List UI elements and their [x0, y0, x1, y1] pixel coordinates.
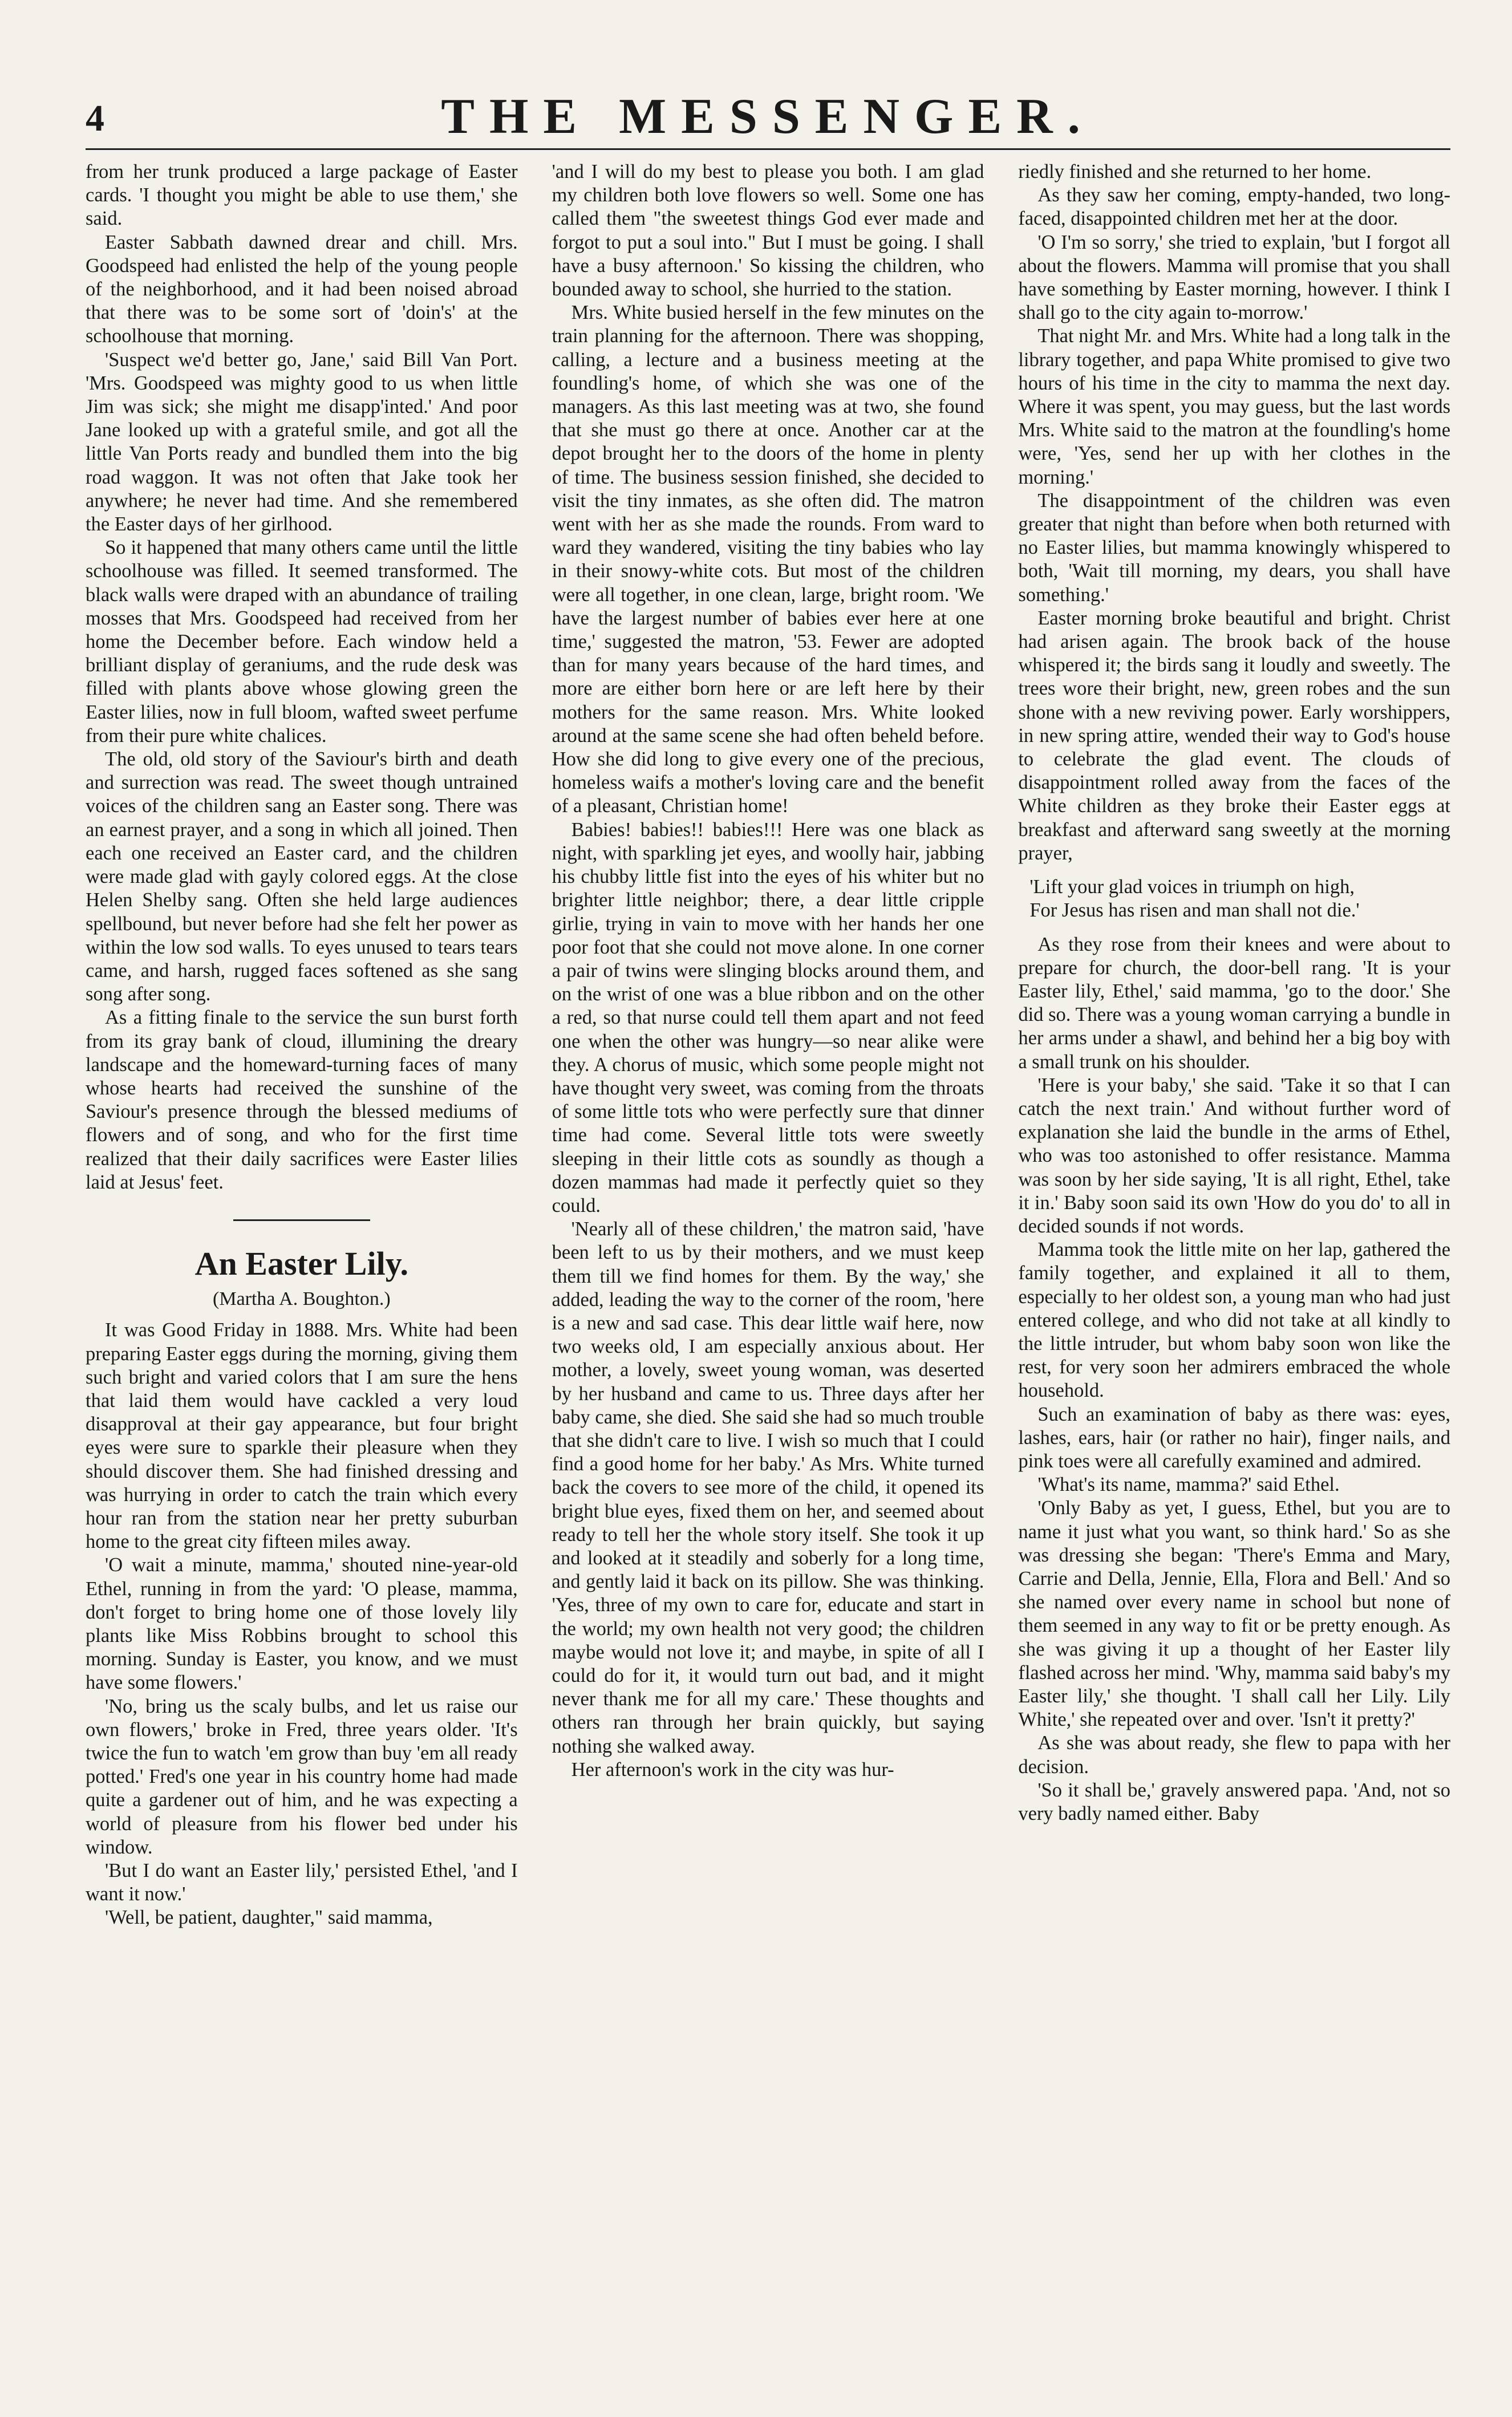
newspaper-title: THE MESSENGER. [441, 89, 1095, 144]
paragraph: 'Suspect we'd better go, Jane,' said Bill Van Port. 'Mrs. Goodspeed was mighty good to us when little Jim was sick; she might me disapp'inted.' And poor Jane looked up with a grateful smile, and got all the little Van Ports ready and bundled them into the big road waggon. It was not often that Jake took her anywhere; he never had time. And she remembered the Easter days of her girlhood. [86, 348, 518, 536]
paragraph: Mamma took the little mite on her lap, gathered the family together, and explained it all to them, especially to her oldest son, a young man who had just entered college, and who did not take at all kindly to the little intruder, but whom baby soon won like the rest, for very soon her admirers embraced the whole household. [1018, 1239, 1451, 1402]
paragraph: The old, old story of the Saviour's birth and death and surrection was read. The sweet though untrained voices of the children sang an Easter song. There was an earnest prayer, and a song in which all joined. Then each one received an Easter card, and the children were made glad with gayly colored eggs. At the close Helen Shelby sang. Often she held large audiences spellbound, but never before had she felt her power as within the low sod walls. To eyes unused to tears tears came, and harsh, rugged faces softened as she sang song after song. [86, 748, 518, 1005]
paragraph: 'O wait a minute, mamma,' shouted nine-year-old Ethel, running in from the yard: 'O please, mamma, don't forget to bring home one of those lovely lily plants like Miss Robbins brought to school this morning. Sunday is Easter, you know, and we must have some flowers.' [86, 1554, 518, 1694]
paragraph: 'So it shall be,' gravely answered papa. 'And, not so very badly named either. Baby [1018, 1779, 1451, 1825]
section-divider [86, 1207, 518, 1230]
paragraph: Mrs. White busied herself in the few minutes on the train planning for the afternoon. There was shopping, calling, a lecture and a business meeting at the foundling's home, of which she was one of the managers. As this last meeting was at two, she found that she must go there at once. Another car at the depot brought her to the doors of the home in plenty of time. The business session finished, she decided to visit the tiny inmates, as she often did. The matron went with her as she made the rounds. From ward to ward they wandered, visiting the tiny babies who lay in their snowy-white cots. But most of the children were all together, in one clean, large, bright room. 'We have the largest number of babies ever here at one time,' suggested the matron, '53. Fewer are adopted than for many years because of the hard times, and more are either born here or are left here by their mothers for the same reason. Mrs. White looked around at the same scene she had often beheld before. How she did long to give every one of the precious, homeless waifs a mother's loving care and the benefit of a pleasant, Christian home! [552, 302, 984, 817]
paragraph: It was Good Friday in 1888. Mrs. White had been preparing Easter eggs during the morning, giving them such bright and varied colors that I am sure the hens that laid them would have cackled a very loud disapproval at their gay appearance, but four bright eyes were sure to sparkle their pleasure when they should discover them. She had finished dressing and was hurrying in order to catch the train which every hour ran from the station near her pretty suburban home to the great city fifteen miles away. [86, 1319, 518, 1553]
paragraph: 'But I do want an Easter lily,' persisted Ethel, 'and I want it now.' [86, 1860, 518, 1905]
verse-line: For Jesus has risen and man shall not die.' [1029, 899, 1360, 922]
paragraph: As they saw her coming, empty-handed, two long-faced, disappointed children met her at the door. [1018, 184, 1451, 230]
paragraph: 'Here is your baby,' she said. 'Take it so that I can catch the next train.' And without further word of explanation she laid the bundle in the arms of Ethel, who was too astonished to offer resistance. Mamma was soon by her side saying, 'It is all right, Ethel, take it in.' Baby soon said its own 'How do you do' to all in decided sounds if not words. [1018, 1074, 1451, 1237]
masthead [86, 86, 1450, 150]
paragraph: from her trunk produced a large package of Easter cards. 'I thought you might be able to use them,' she said. [86, 161, 518, 230]
hymn-verse [1018, 875, 1450, 922]
paragraph: 'Nearly all of these children,' the matron said, 'have been left to us by their mothers, and we must keep them till we find homes for them. By the way,' she added, leading the way to the corner of the room, 'here is a new and sad case. This dear little waif here, now two weeks old, I am especially anxious about. Her mother, a lovely, sweet young woman, was deserted by her husband and came to us. Three days after her baby came, she died. She said she had so much trouble that she didn't care to live. I wish so much that I could find a good home for her baby.' As Mrs. White turned back the covers to see more of the child, it opened its bright blue eyes, fixed them on her, and seemed about ready to tell her the whole story itself. She took it up and looked at it steadily and soberly for a long time, and gently laid it back on its pillow. She was thinking. 'Yes, three of my own to care for, educate and start in the world; my own health not very good; the children maybe would not love it; and maybe, in spite of all I could do for it, it would turn out bad, and it might never thank me for all my care.' These thoughts and others ran through her brain quickly, but saying nothing she walked away. [552, 1218, 984, 1757]
paragraph: As a fitting finale to the service the sun burst forth from its gray bank of cloud, illumining the dreary landscape and the homeward-turning faces of many whose hearts had received the sunshine of the Saviour's presence through the blessed mediums of flowers and of song, and who for the first time realized that their daily sacrifices were Easter lilies laid at Jesus' feet. [86, 1007, 518, 1193]
column-2 [552, 160, 984, 2350]
paragraph: 'and I will do my best to please you both. I am glad my children both love flowers so well. Some one has called them "the sweetest things God ever made and forgot to put a soul into." But I must be going. I shall have a busy afternoon.' So kissing the children, who bounded away to school, she hurried to the station. [552, 161, 984, 301]
paragraph: Easter Sabbath dawned drear and chill. Mrs. Goodspeed had enlisted the help of the young people of the neighborhood, and it had been noised abroad that there was to be some sort of 'doin's' at the schoolhouse that morning. [86, 231, 518, 347]
paragraph: riedly finished and she returned to her home. [1018, 161, 1372, 183]
column-3 [1018, 160, 1450, 2350]
paragraph: Such an examination of baby as there was: eyes, lashes, ears, hair (or rather no hair), finger nails, and pink toes were all carefully examined and admired. [1018, 1403, 1451, 1472]
paragraph: 'What's its name, mamma?' said Ethel. [1037, 1474, 1340, 1496]
paragraph: Babies! babies!! babies!!! Here was one black as night, with sparkling jet eyes, and woolly hair, jabbing his chubby little fist into the eyes of his whiter but no brighter little neighbor; there, a dear little cripple girlie, trying in vain to move with her hands her one poor foot that she could not move alone. In one corner a pair of twins were slinging blocks around them, and on the wrist of one was a blue ribbon and on the other a red, so that nurse could tell them apart and not feed one when the other was hungry—so near alike were they. A chorus of music, which some people might not have thought very sweet, was coming from the throats of some little tots who were perfectly sure that dinner time had come. Several little tots were sweetly sleeping in their little cots as soundly as though a dozen mammas had made it perfectly quiet so they could. [552, 818, 984, 1216]
story-byline: (Martha A. Boughton.) [213, 1288, 391, 1310]
paragraph: That night Mr. and Mrs. White had a long talk in the library together, and papa White promised to give two hours of his time in the city to mamma the next day. Where it was spent, you may guess, but the last words Mrs. White said to the matron at the foundling's home were, 'Yes, send her up with her clothes in the morning.' [1018, 325, 1451, 488]
article-columns [86, 160, 1450, 2350]
paragraph: 'Well, be patient, daughter," said mamma, [105, 1907, 433, 1929]
paragraph: As she was about ready, she flew to papa with her decision. [1018, 1732, 1451, 1778]
story-title: An Easter Lily. [194, 1245, 409, 1283]
column-1 [86, 160, 518, 2350]
paragraph: Easter morning broke beautiful and bright. Christ had arisen again. The brook back of the house whispered it; the birds sang it loudly and sweetly. The trees wore their bright, new, green robes and the sun shone with a new reviving power. Early worshippers, in new spring attire, wended their way to God's house to celebrate the glad event. The clouds of disappointment rolled away from the faces of the White children as they broke their Easter eggs at breakfast and afterward sang sweetly at the morning prayer, [1018, 607, 1451, 864]
paragraph: As they rose from their knees and were about to prepare for church, the door-bell rang. 'It is your Easter lily, Ethel,' said mamma, 'go to the door.' She did so. There was a young woman carrying a bundle in her arms under a shawl, and behind her a big boy with a small trunk on his shoulder. [1018, 933, 1451, 1073]
paragraph: So it happened that many others came until the little schoolhouse was filled. It seemed transformed. The black walls were draped with an abundance of trailing mosses that Mrs. Goodspeed had received from her home the December before. Each window held a brilliant display of geraniums, and the rude desk was filled with plants above whose glowing green the Easter lilies, now in full bloom, wafted sweet perfume from their pure white chalices. [86, 537, 518, 747]
paragraph: 'No, bring us the scaly bulbs, and let us raise our own flowers,' broke in Fred, three years older. 'It's twice the fun to watch 'em grow than buy 'em all ready potted.' Fred's one year in his country home had made quite a gardener out of him, and he was expecting a world of pleasure from his flower bed under his window. [86, 1695, 518, 1858]
paragraph: Her afternoon's work in the city was hur- [571, 1758, 894, 1781]
paragraph: The disappointment of the children was even greater that night than before when both returned with no Easter lilies, but mamma knowingly whispered to both, 'Wait till morning, my dears, you shall have something.' [1018, 489, 1451, 606]
paragraph: 'O I'm so sorry,' she tried to explain, 'but I forgot all about the flowers. Mamma will promise that you shall have something by Easter morning, however. I think I shall go to the city again to-morrow.' [1018, 231, 1451, 324]
page-number: 4 [86, 98, 104, 139]
verse-line: 'Lift your glad voices in triumph on high, [1029, 876, 1355, 898]
paragraph: 'Only Baby as yet, I guess, Ethel, but you are to name it just what you want, so think hard.' So as she was dressing she began: 'There's Emma and Mary, Carrie and Della, Jennie, Ella, Flora and Bell.' And so she named over every name in school but none of them seemed in any way to fit or be pretty enough. As she was giving it up a thought of her Easter lily flashed across her mind. 'Why, mamma said baby's my Easter lily,' she thought. 'I shall call her Lily. Lily White,' she repeated over and over. 'Isn't it pretty?' [1018, 1497, 1451, 1731]
